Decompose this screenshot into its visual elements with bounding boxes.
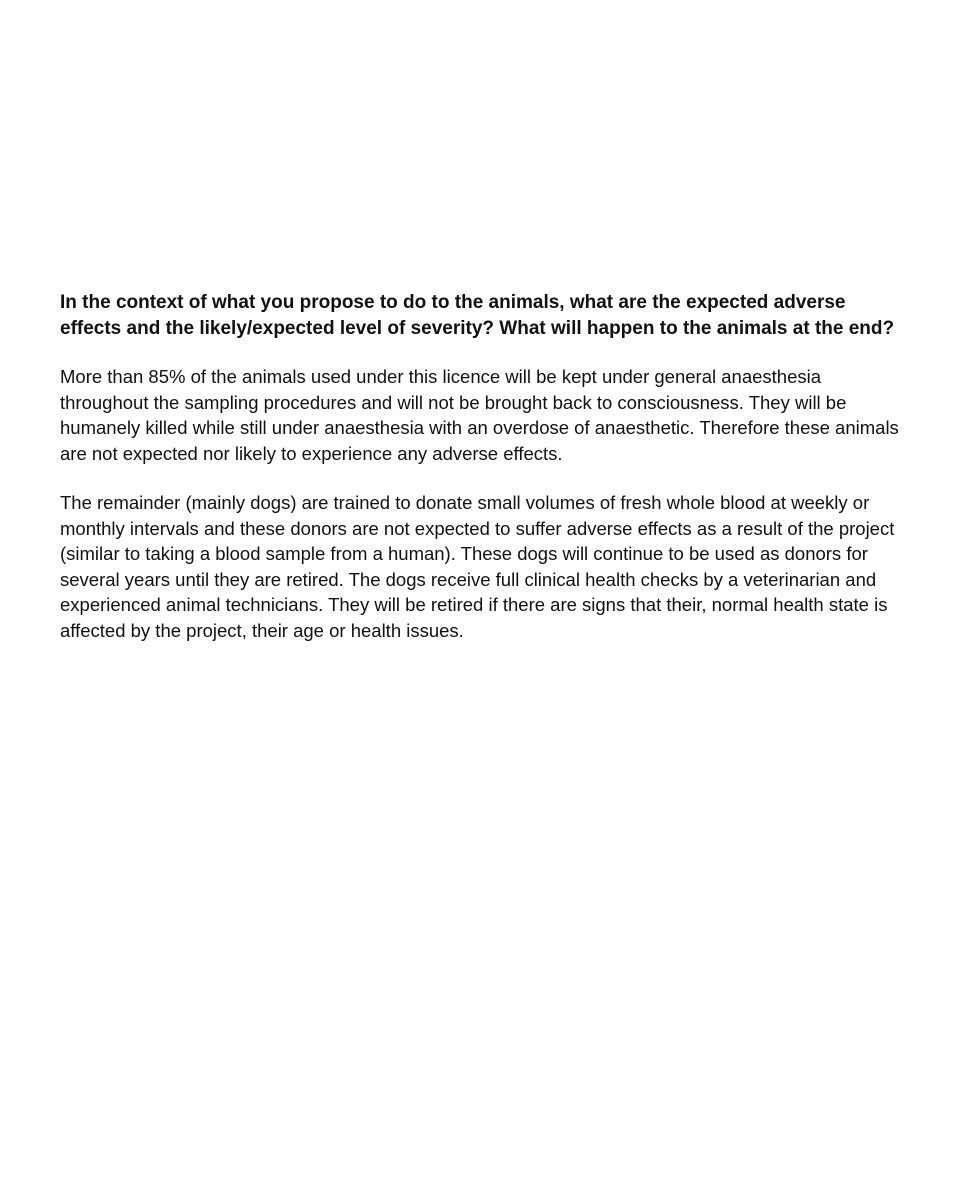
question-heading: In the context of what you propose to do to the animals, what are the expected adverse effects and the likely/expected level of severity? What will happen to the animals at the end? <box>60 292 895 339</box>
answer-paragraph-1: More than 85% of the animals used under this licence will be kept under general anaesthesia throughout the sampling procedures and will not be brought back to consciousness. They will be humanely killed while still under anaesthesia with an overdose of anaesthetic. Therefore these animals are not expected nor likely to experience any adverse effects. <box>60 366 899 464</box>
answer-paragraph-2: The remainder (mainly dogs) are trained to donate small volumes of fresh whole blood at weekly or monthly intervals and these donors are not expected to suffer adverse effects as a result of the project (similar to taking a blood sample from a human). These dogs will continue to be used as donors for several years until they are retired. The dogs receive full clinical health checks by a veterinarian and experienced animal technicians. They will be retired if there are signs that their, normal health state is affected by the project, their age or health issues. <box>60 492 895 641</box>
document-content <box>60 290 910 667</box>
